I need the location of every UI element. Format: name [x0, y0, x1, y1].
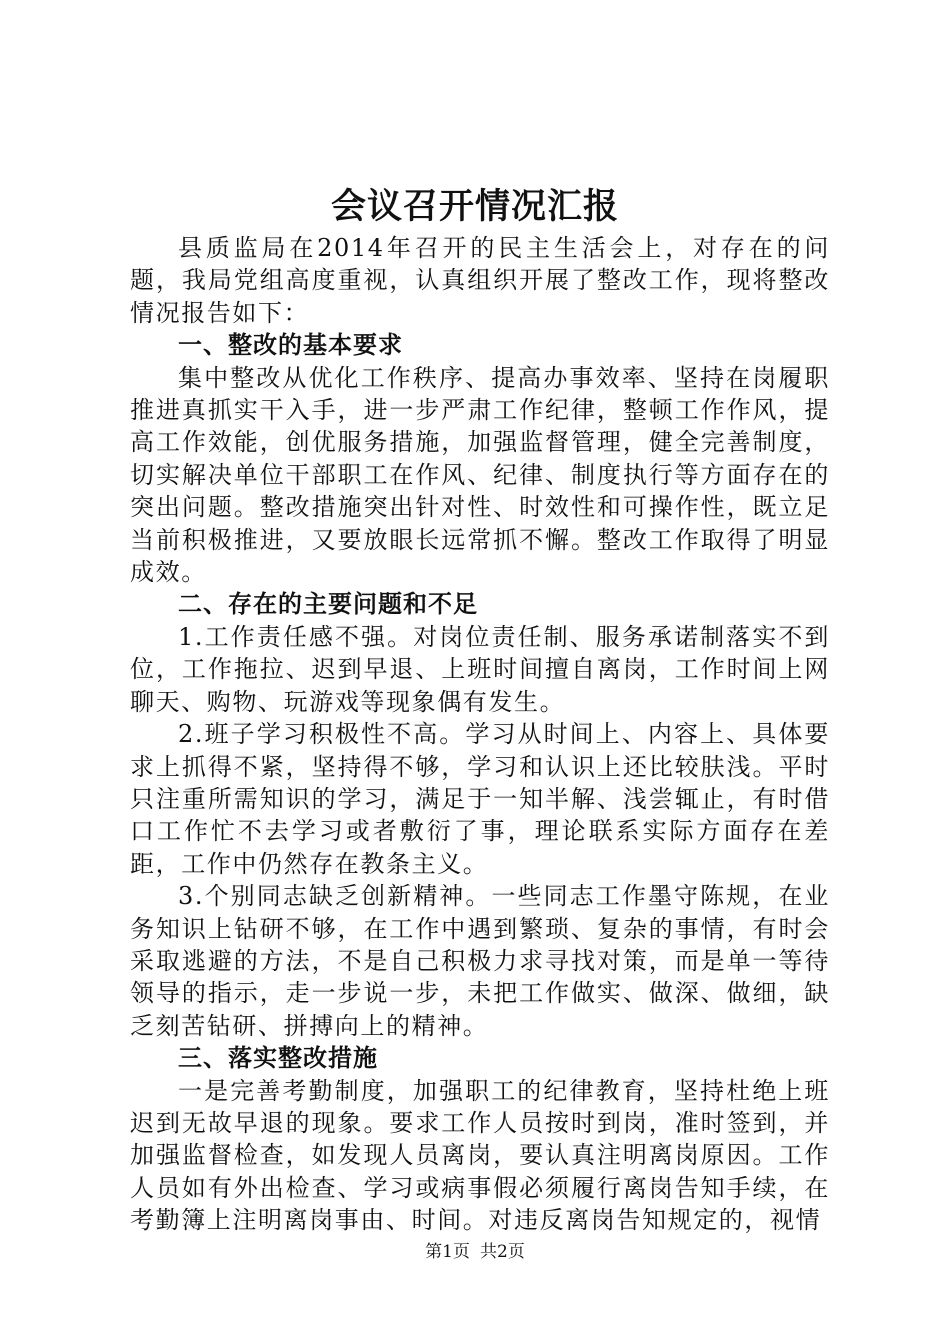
- document-title: 会议召开情况汇报: [330, 186, 619, 227]
- intro-paragraph: 县质监局在2014年召开的民主生活会上，对存在的问题，我局党组高度重视，认真组织开展了整改工作，现将整改情况报告如下：: [130, 234, 830, 327]
- section-2-item-2: 2.班子学习积极性不高。学习从时间上、内容上、具体要求上抓得不紧，坚持得不够，学习和认识上还比较肤浅。平时只注重所需知识的学习，满足于一知半解、浅尝辄止，有时借口工作忙不去学习或者敷衍了事，理论联系实际方面存在差距，工作中仍然存在教条主义。: [130, 720, 830, 878]
- section-1-paragraph: 集中整改从优化工作秩序、提高办事效率、坚持在岗履职推进真抓实干入手，进一步严肃工作纪律，整顿工作作风，提高工作效能，创优服务措施，加强监督管理，健全完善制度，切实解决单位干部职工在作风、纪律、制度执行等方面存在的突出问题。整改措施突出针对性、时效性和可操作性，既立足当前积极推进，又要放眼长远常抓不懈。整改工作取得了明显成效。: [130, 363, 830, 587]
- page-total: 共2页: [480, 1242, 525, 1262]
- section-heading-3: 三、落实整改措施: [178, 1043, 378, 1073]
- section-heading-2: 二、存在的主要问题和不足: [178, 589, 478, 619]
- section-2-item-1: 1.工作责任感不强。对岗位责任制、服务承诺制落实不到位，工作拖拉、迟到早退、上班时间擅自离岗，工作时间上网聊天、购物、玩游戏等现象偶有发生。: [130, 622, 830, 716]
- page-footer: [0, 1240, 950, 1264]
- section-heading-1: 一、整改的基本要求: [178, 330, 403, 360]
- document-body: [130, 232, 830, 1237]
- section-3-paragraph: 一是完善考勤制度，加强职工的纪律教育，坚持杜绝上班迟到无故早退的现象。要求工作人员按时到岗，准时签到，并加强监督检查，如发现人员离岗，要认真注明离岗原因。工作人员如有外出检查、学习或病事假必须履行离岗告知手续，在考勤簿上注明离岗事由、时间。对违反离岗告知规定的，视情: [130, 1076, 830, 1235]
- section-2-item-3: 3.个别同志缺乏创新精神。一些同志工作墨守陈规，在业务知识上钻研不够，在工作中遇到繁琐、复杂的事情，有时会采取逃避的方法，不是自己积极力求寻找对策，而是单一等待领导的指示，走一步说一步，未把工作做实、做深、做细，缺乏刻苦钻研、拼搏向上的精神。: [130, 882, 830, 1040]
- page-number: 第1页: [425, 1242, 470, 1262]
